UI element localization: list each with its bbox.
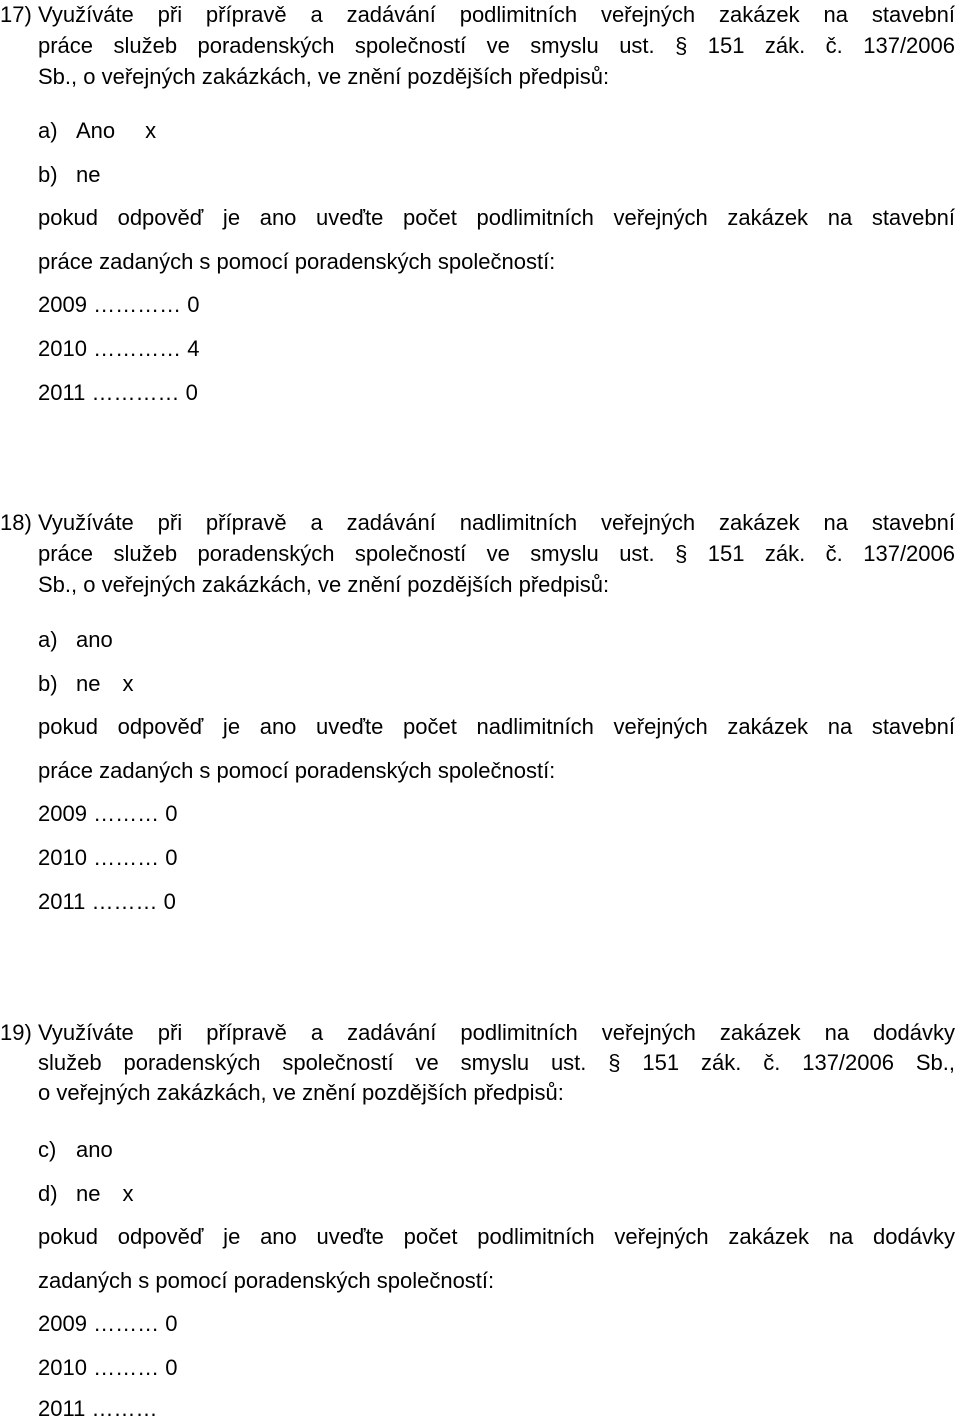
option-label: a) (38, 118, 58, 143)
year-label: 2011 (38, 380, 86, 405)
followup-text-line: práce zadaných s pomocí poradenských společností: (38, 249, 556, 274)
year-label: 2009 (38, 292, 87, 317)
question-number: 19) (0, 1020, 32, 1045)
dot-leader: ………… (93, 336, 182, 361)
year-label: 2011 (38, 889, 86, 914)
dot-leader: ……… (93, 1355, 160, 1380)
option-label: a) (38, 627, 58, 652)
dot-leader: ……… (91, 889, 158, 914)
year-row (38, 889, 176, 915)
question-number: 17) (0, 2, 32, 27)
year-row (38, 1311, 177, 1337)
answer-option (38, 162, 122, 188)
year-label: 2010 (38, 336, 87, 361)
option-label: b) (38, 671, 58, 696)
year-value: 0 (187, 292, 200, 317)
year-row (38, 1355, 177, 1381)
year-value: 0 (165, 845, 178, 870)
option-mark: x (122, 671, 134, 696)
option-label: b) (38, 162, 58, 187)
question-number: 18) (0, 510, 32, 535)
year-label: 2009 (38, 801, 87, 826)
year-row (38, 1396, 157, 1422)
option-text: ne (76, 671, 101, 696)
year-value: 0 (185, 380, 198, 405)
year-value: 0 (165, 1355, 178, 1380)
dot-leader: ……… (93, 845, 160, 870)
year-value: 4 (187, 336, 200, 361)
year-value: 0 (163, 889, 176, 914)
option-text: ne (76, 1181, 101, 1206)
dot-leader: ………… (93, 292, 182, 317)
option-label: d) (38, 1181, 58, 1206)
year-row (38, 845, 177, 871)
year-row (38, 380, 198, 406)
year-row (38, 336, 199, 362)
option-label: c) (38, 1137, 57, 1162)
dot-leader: ……… (93, 801, 160, 826)
answer-option (38, 627, 135, 653)
followup-text-line: zadaných s pomocí poradenských společností: (38, 1268, 495, 1293)
question-text-line: Využíváte při přípravě a zadávání nadlimitních veřejných zakázek na stavební (38, 510, 955, 535)
question-text-line: Sb., o veřejných zakázkách, ve znění pozdějších předpisů: (38, 572, 610, 597)
question-text-line: práce služeb poradenských společností ve smyslu ust. § 151 zák. č. 137/2006 (38, 33, 955, 58)
question-text-line: Sb., o veřejných zakázkách, ve znění pozdějších předpisů: (38, 64, 610, 89)
followup-text-line: pokud odpověď je ano uveďte počet podlimitních veřejných zakázek na stavební (38, 205, 955, 230)
year-value: 0 (165, 801, 178, 826)
answer-option (38, 1137, 135, 1163)
year-row (38, 801, 177, 827)
year-label: 2010 (38, 845, 87, 870)
year-label: 2010 (38, 1355, 87, 1380)
option-text: ano (76, 1137, 113, 1162)
year-value: 0 (165, 1311, 178, 1336)
question-text-line: Využíváte při přípravě a zadávání podlimitních veřejných zakázek na stavební (38, 2, 955, 27)
year-label: 2011 (38, 1396, 86, 1421)
followup-text-line: práce zadaných s pomocí poradenských společností: (38, 758, 556, 783)
option-text: ne (76, 162, 101, 187)
option-text: Ano (76, 118, 116, 143)
followup-text-line: pokud odpověď je ano uveďte počet nadlimitních veřejných zakázek na stavební (38, 714, 955, 739)
option-text: ano (76, 627, 113, 652)
answer-option (38, 118, 156, 144)
option-mark: x (122, 1181, 134, 1206)
year-label: 2009 (38, 1311, 87, 1336)
question-text-line: Využíváte při přípravě a zadávání podlimitních veřejných zakázek na dodávky (38, 1020, 955, 1045)
year-row (38, 292, 199, 318)
option-mark: x (145, 118, 157, 143)
followup-text-line: pokud odpověď je ano uveďte počet podlimitních veřejných zakázek na dodávky (38, 1224, 955, 1249)
answer-option (38, 671, 133, 697)
question-text-line: o veřejných zakázkách, ve znění pozdějších předpisů: (38, 1080, 564, 1105)
dot-leader: ………… (91, 380, 180, 405)
dot-leader: ……… (93, 1311, 160, 1336)
question-text-line: služeb poradenských společností ve smyslu ust. § 151 zák. č. 137/2006 Sb., (38, 1050, 955, 1075)
answer-option (38, 1181, 133, 1207)
dot-leader: ……… (91, 1396, 158, 1421)
question-text-line: práce služeb poradenských společností ve smyslu ust. § 151 zák. č. 137/2006 (38, 541, 955, 566)
